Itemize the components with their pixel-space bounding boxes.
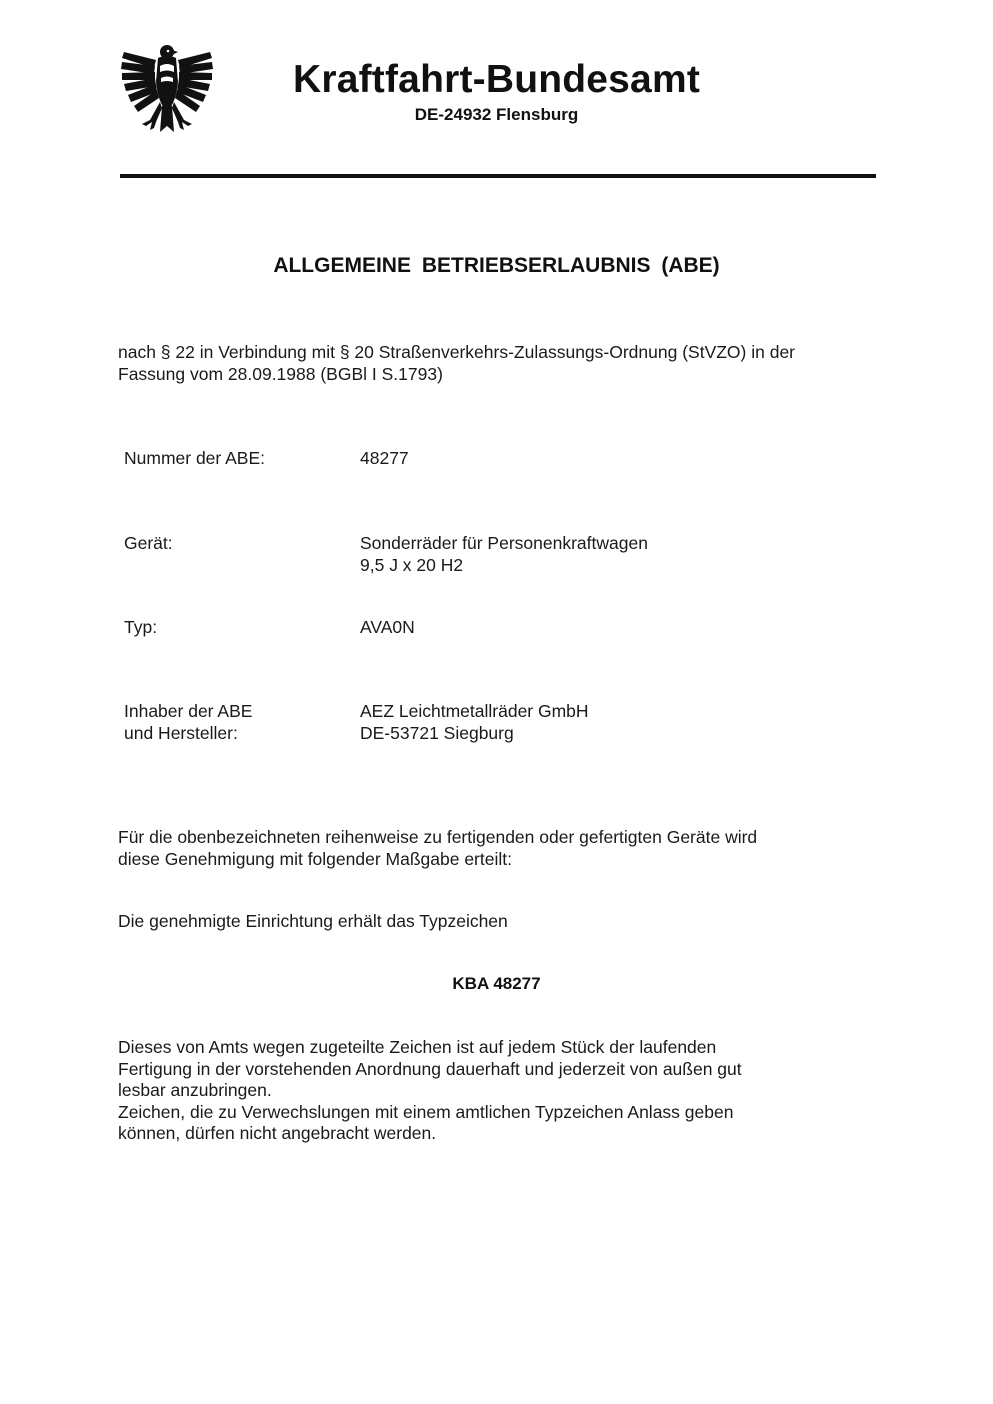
agency-address: DE-24932 Flensburg xyxy=(414,105,579,124)
type-value: AVA0N xyxy=(360,617,415,637)
text-line: diese Genehmigung mit folgender Maßgabe erteilt: xyxy=(118,848,512,869)
text-line: nach § 22 in Verbindung mit § 20 Straßenverkehrs-Zulassungs-Ordnung (StVZO) in der xyxy=(118,342,796,362)
device-label: Gerät: xyxy=(124,533,173,553)
holder-label-line: Inhaber der ABE xyxy=(124,701,253,721)
document-title: ALLGEMEINE BETRIEBSERLAUBNIS (ABE) xyxy=(273,254,720,277)
holder-value-line: DE-53721 Siegburg xyxy=(360,722,514,743)
abe-number-label: Nummer der ABE: xyxy=(124,448,266,468)
holder-value-line: AEZ Leichtmetallräder GmbH xyxy=(360,701,589,721)
type-mark: KBA 48277 xyxy=(452,974,541,993)
type-mark-intro: Die genehmigte Einrichtung erhält das Typzeichen xyxy=(118,911,508,931)
holder-label-line: und Hersteller: xyxy=(124,722,238,743)
type-label: Typ: xyxy=(124,617,158,637)
agency-name: Kraftfahrt-Bundesamt xyxy=(292,58,701,101)
text-line: Fertigung in der vorstehenden Anordnung dauerhaft und jederzeit von außen gut xyxy=(118,1058,742,1079)
holder-value xyxy=(360,701,880,744)
text-line: Zeichen, die zu Verwechslungen mit einem amtlichen Typzeichen Anlass geben xyxy=(118,1101,734,1122)
text-line: Für die obenbezeichneten reihenweise zu fertigenden oder gefertigten Geräte wird xyxy=(118,827,758,847)
header-divider xyxy=(120,174,876,178)
device-value-line: Sonderräder für Personenkraftwagen xyxy=(360,533,648,553)
device-value-line: 9,5 J x 20 H2 xyxy=(360,554,464,575)
text-line: Fassung vom 28.09.1988 (BGBl I S.1793) xyxy=(118,363,443,384)
text-line: Dieses von Amts wegen zugeteilte Zeichen ist auf jedem Stück der laufenden xyxy=(118,1037,717,1057)
device-value xyxy=(360,533,880,576)
marking-rules-paragraph xyxy=(118,1037,888,1145)
holder-label xyxy=(124,701,354,744)
grant-paragraph xyxy=(118,827,888,870)
text-line: können, dürfen nicht angebracht werden. xyxy=(118,1123,437,1143)
text-line: lesbar anzubringen. xyxy=(118,1080,272,1100)
legal-basis-paragraph xyxy=(118,342,888,385)
abe-number-value: 48277 xyxy=(360,448,409,468)
